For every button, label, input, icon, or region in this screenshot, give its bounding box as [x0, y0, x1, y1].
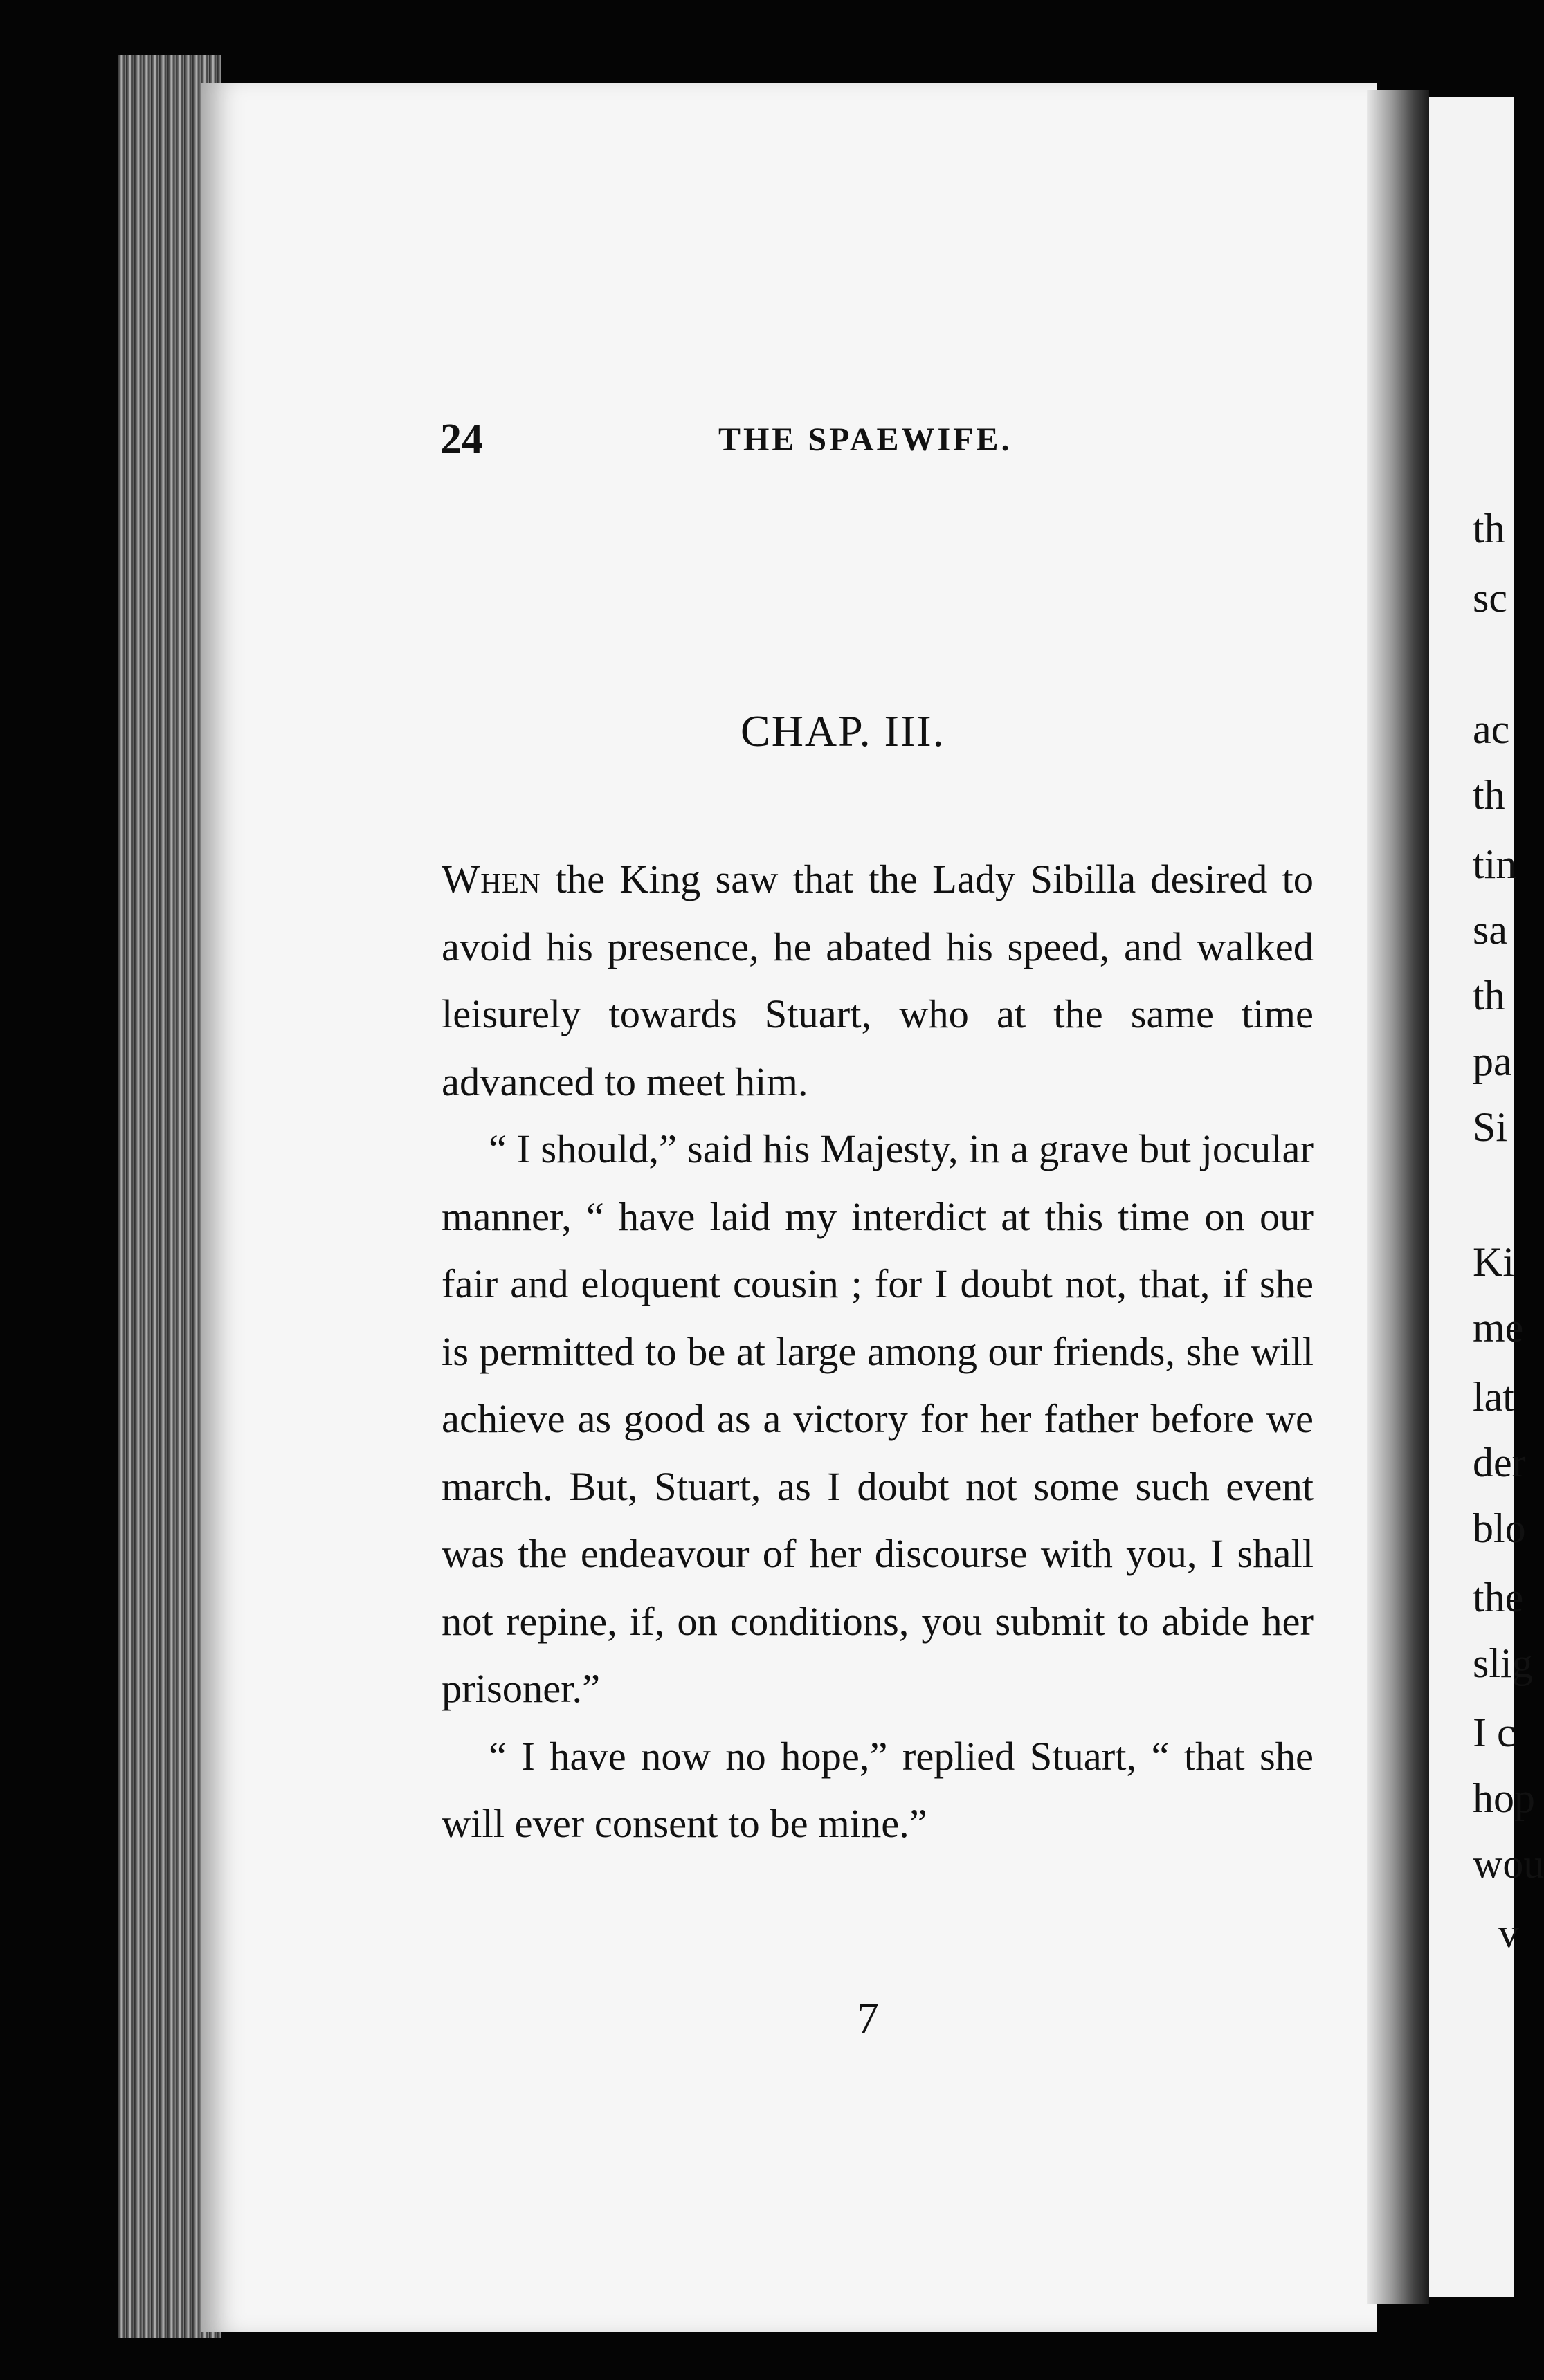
- opening-word: When: [442, 857, 541, 901]
- facing-page-line: sa: [1473, 907, 1507, 953]
- facing-page-line: th: [1473, 506, 1505, 551]
- facing-page-line: I c: [1473, 1710, 1516, 1755]
- facing-page-line: Ki: [1473, 1239, 1514, 1285]
- paragraph-text: the King saw that the Lady Sibilla desired to avoid his presence, he abated his speed, and walked leisurely towards Stuart, who at the same time advanced to meet him.: [442, 857, 1314, 1104]
- facing-page-line: Si: [1473, 1104, 1508, 1150]
- chapter-heading: CHAP. III.: [741, 706, 945, 756]
- facing-page-line: v: [1498, 1910, 1519, 1956]
- facing-page-line: ac: [1473, 706, 1510, 752]
- facing-page-line: pa: [1473, 1038, 1512, 1084]
- facing-page-line: the: [1473, 1575, 1524, 1620]
- paragraph: “ I should,” said his Majesty, in a grave but jocular manner, “ have laid my interdict at this time on our fair and eloquent cousin ; for I doubt not, that, if she is permitted to be at large among our friends, she will achieve as good as a victory for her father before we march. But, Stuart, as I doubt not some such event was the endeavour of her discourse with you, I shall not repine, if, on conditions, you submit to abide her prisoner.”: [442, 1126, 1314, 1711]
- facing-page-line: der: [1473, 1440, 1526, 1485]
- facing-page-line: me: [1473, 1305, 1524, 1351]
- body-text: [442, 845, 1314, 1858]
- facing-page-line: th: [1473, 772, 1505, 818]
- facing-page-line: lat: [1473, 1374, 1514, 1420]
- facing-page-line: slig: [1473, 1640, 1533, 1686]
- facing-page-line: wou: [1473, 1841, 1544, 1887]
- running-head: [0, 415, 1514, 470]
- running-title: THE SPAEWIFE.: [718, 421, 1012, 458]
- paragraph: “ I have now no hope,” replied Stuart, “ that she will ever consent to be mine.”: [442, 1733, 1314, 1846]
- facing-page-line: hop: [1473, 1775, 1535, 1821]
- facing-page-line: th: [1473, 973, 1505, 1018]
- signature-mark: 7: [857, 1993, 879, 2042]
- facing-page-line: sc: [1473, 575, 1507, 621]
- facing-page-line: tin: [1473, 841, 1517, 887]
- facing-page-line: blo: [1473, 1505, 1526, 1551]
- page-number: 24: [440, 416, 483, 463]
- paragraph: [442, 845, 1314, 1115]
